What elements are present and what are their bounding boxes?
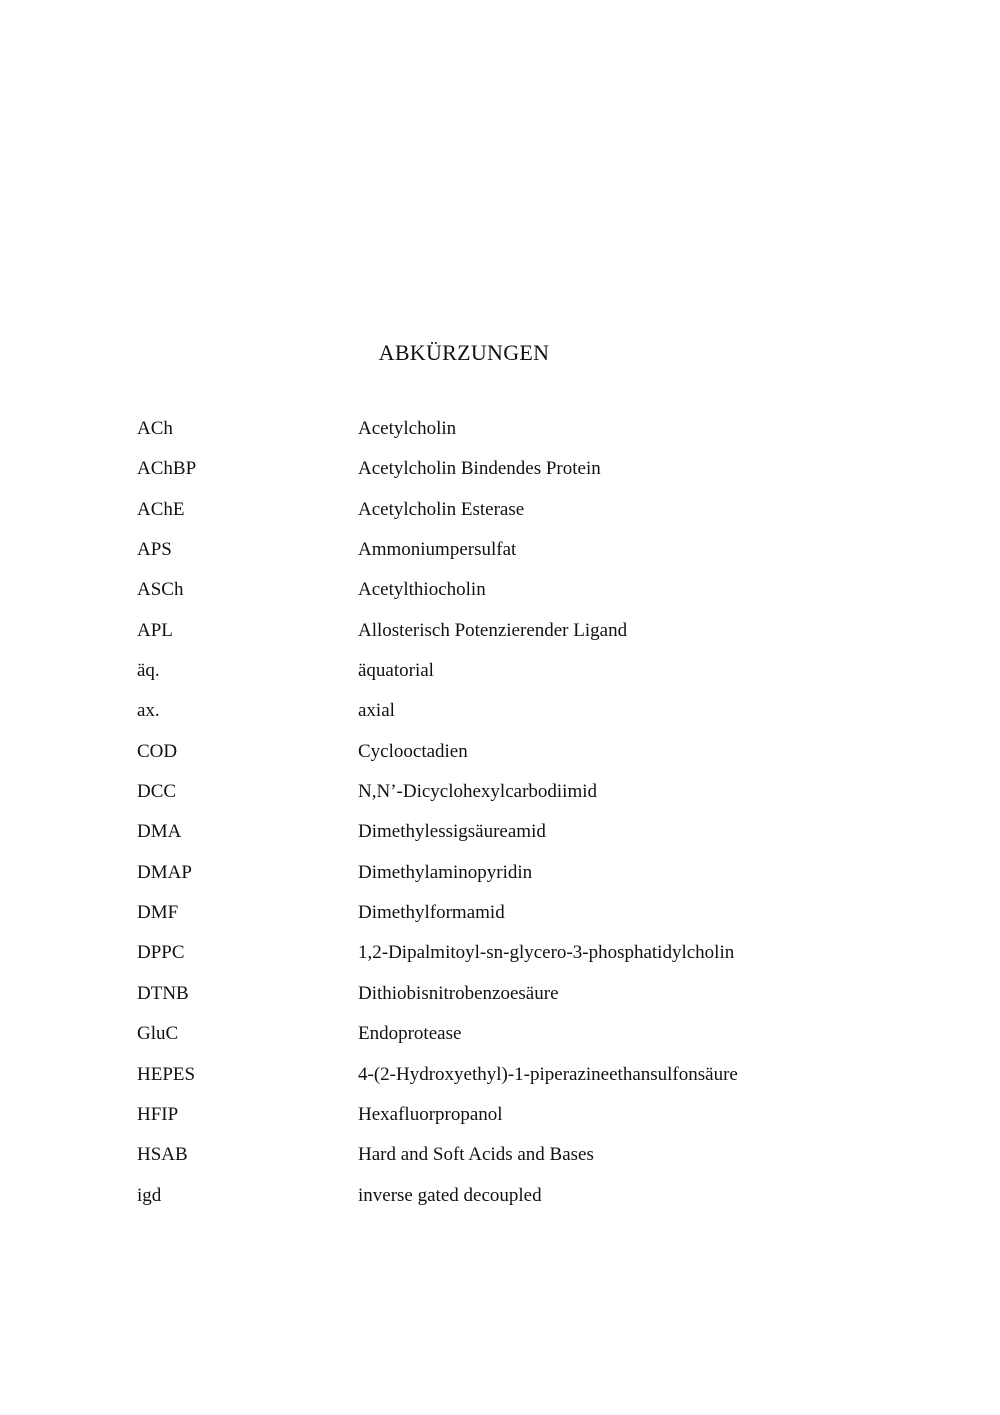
abbreviation-definition: Hexafluorpropanol [358,1103,503,1125]
abbreviation-row [137,1101,897,1141]
abbreviation-row [137,496,897,536]
abbreviation-definition: Dimethylformamid [358,902,505,924]
abbreviation-definition: Cyclooctadien [358,740,468,762]
abbreviation-term: HSAB [137,1144,188,1166]
abbreviation-row [137,657,897,697]
abbreviation-definition: Dithiobisnitrobenzoesäure [358,982,559,1004]
abbreviation-term: DMA [137,821,182,843]
abbreviation-row [137,1141,897,1181]
abbreviation-row [137,1061,897,1101]
abbreviation-row [137,859,897,899]
abbreviation-definition: Acetylthiocholin [358,579,486,601]
abbreviation-term: AChE [137,498,185,520]
abbreviation-definition: äquatorial [358,660,434,682]
abbreviation-term: APL [137,619,173,641]
abbreviation-term: igd [137,1184,162,1206]
abbreviation-term: DMF [137,902,179,924]
abbreviation-term: ACh [137,418,173,439]
abbreviation-row [137,455,897,495]
abbreviation-term: AChBP [137,458,197,480]
abbreviation-definition: Allosterisch Potenzierender Ligand [358,619,628,641]
abbreviation-definition: Endoprotease [358,1023,462,1045]
abbreviation-definition: Hard and Soft Acids and Bases [358,1144,594,1166]
abbreviation-term: HFIP [137,1103,179,1125]
abbreviation-row [137,939,897,979]
abbreviation-row [137,980,897,1020]
abbreviation-term: GluC [137,1023,179,1045]
abbreviation-term: DTNB [137,982,189,1004]
abbreviation-definition: Acetylcholin [358,418,457,439]
abbreviation-term: COD [137,740,178,762]
abbreviation-term: DPPC [137,942,185,964]
abbreviation-row [137,415,897,455]
abbreviation-row [137,738,897,778]
abbreviation-term: APS [137,539,172,561]
abbreviation-definition: Dimethylessigsäureamid [358,821,546,843]
abbreviation-term: HEPES [137,1063,196,1085]
abbreviation-definition: Ammoniumpersulfat [358,539,517,561]
abbreviation-definition: 4-(2-Hydroxyethyl)-1-piperazineethansulfonsäure [358,1063,738,1085]
abbreviation-row [137,899,897,939]
abbreviation-row [137,818,897,858]
abbreviation-row [137,576,897,616]
abbreviation-row [137,697,897,737]
abbreviation-term: ASCh [137,579,184,601]
abbreviation-definition: axial [358,700,395,722]
abbreviation-definition: Dimethylaminopyridin [358,861,533,883]
abbreviation-definition: Acetylcholin Bindendes Protein [358,458,601,480]
abbreviation-term: DCC [137,781,177,803]
abbreviation-term: DMAP [137,861,192,883]
abbreviation-row [137,778,897,818]
abbreviation-definition: N,N’-Dicyclohexylcarbodiimid [358,781,598,803]
page-title: ABKÜRZUNGEN [378,340,550,365]
abbreviation-term: äq. [137,660,160,682]
abbreviation-row [137,617,897,657]
abbreviation-row [137,1020,897,1060]
abbreviation-definition: inverse gated decoupled [358,1184,542,1206]
abbreviation-definition: 1,2-Dipalmitoyl-sn-glycero-3-phosphatidylcholin [358,942,735,964]
abbreviation-term: ax. [137,700,160,722]
abbreviation-list [137,415,897,1222]
abbreviation-row [137,1182,897,1222]
abbreviation-definition: Acetylcholin Esterase [358,498,525,520]
abbreviation-row [137,536,897,576]
